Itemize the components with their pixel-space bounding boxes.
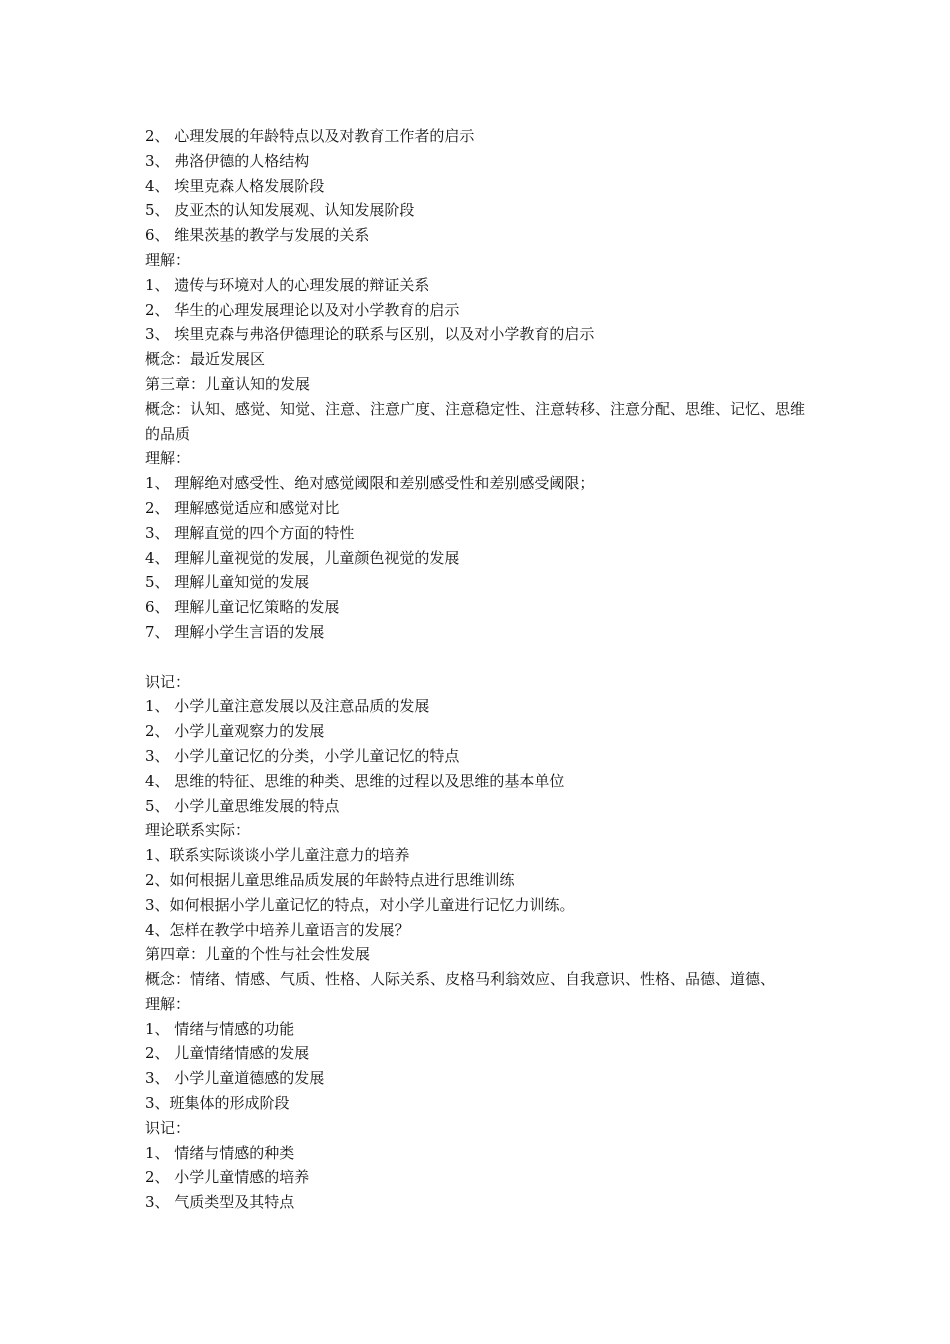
text-line: 2、如何根据儿童思维品质发展的年龄特点进行思维训练	[145, 870, 515, 889]
text-line: 3、班集体的形成阶段	[145, 1094, 290, 1113]
text-line: 2、 儿童情绪情感的发展	[145, 1044, 310, 1063]
text-line: 6、 理解儿童记忆策略的发展	[145, 598, 340, 617]
text-line: 2、 理解感觉适应和感觉对比	[145, 498, 340, 517]
text-line: 4、 思维的特征、思维的种类、思维的过程以及思维的基本单位	[145, 771, 565, 790]
text-line: 1、 遗传与环境对人的心理发展的辩证关系	[145, 275, 430, 294]
text-line: 3、 小学儿童道德感的发展	[145, 1069, 325, 1088]
section-label: 理解：	[145, 994, 191, 1013]
text-line: 5、 小学儿童思维发展的特点	[145, 796, 340, 815]
text-line: 3、 气质类型及其特点	[145, 1193, 295, 1212]
section-label: 识记：	[145, 672, 191, 691]
text-line: 1、 小学儿童注意发展以及注意品质的发展	[145, 697, 430, 716]
section-label: 理解：	[145, 449, 191, 468]
text-line: 5、 皮亚杰的认知发展观、认知发展阶段	[145, 201, 415, 220]
text-line: 1、 情绪与情感的种类	[145, 1143, 295, 1162]
concept-line: 概念：认知、感觉、知觉、注意、注意广度、注意稳定性、注意转移、注意分配、思维、记忆、思维的品质	[145, 399, 806, 443]
text-line: 7、 理解小学生言语的发展	[145, 622, 325, 641]
text-line: 5、 理解儿童知觉的发展	[145, 573, 310, 592]
text-line: 4、 埃里克森人格发展阶段	[145, 176, 325, 195]
text-line: 3、如何根据小学儿童记忆的特点，对小学儿童进行记忆力训练。	[145, 895, 575, 914]
concept-line: 概念：最近发展区	[145, 350, 266, 369]
section-label: 识记：	[145, 1118, 191, 1137]
text-line: 1、 情绪与情感的功能	[145, 1019, 295, 1038]
text-line: 2、 心理发展的年龄特点以及对教育工作者的启示	[145, 127, 475, 145]
text-line: 4、 理解儿童视觉的发展，儿童颜色视觉的发展	[145, 548, 460, 567]
text-line: 2、 小学儿童观察力的发展	[145, 722, 325, 741]
text-line: 3、 弗洛伊德的人格结构	[145, 151, 310, 170]
text-line: 1、 理解绝对感受性、绝对感觉阈限和差别感受性和差别感受阈限；	[145, 474, 595, 493]
chapter-heading: 第三章：儿童认知的发展	[145, 374, 311, 393]
text-line: 2、 小学儿童情感的培养	[145, 1168, 310, 1187]
chapter-heading: 第四章：儿童的个性与社会性发展	[145, 945, 371, 964]
text-line: 2、 华生的心理发展理论以及对小学教育的启示	[145, 300, 460, 319]
text-line: 3、 埃里克森与弗洛伊德理论的联系与区别，以及对小学教育的启示	[145, 325, 595, 344]
text-line: 3、 小学儿童记忆的分类，小学儿童记忆的特点	[145, 746, 460, 765]
text-line: 3、 理解直觉的四个方面的特性	[145, 523, 355, 542]
text-line: 6、 维果茨基的教学与发展的关系	[145, 226, 370, 245]
concept-line: 概念：情绪、情感、气质、性格、人际关系、皮格马利翁效应、自我意识、性格、品德、道德、	[145, 970, 776, 989]
section-label: 理解：	[145, 250, 191, 269]
text-line: 1、联系实际谈谈小学儿童注意力的培养	[145, 846, 410, 865]
section-label: 理论联系实际：	[145, 821, 251, 840]
blank-line	[145, 645, 815, 670]
text-line: 4、怎样在教学中培养儿童语言的发展？	[145, 920, 410, 939]
document-page	[145, 124, 815, 1215]
